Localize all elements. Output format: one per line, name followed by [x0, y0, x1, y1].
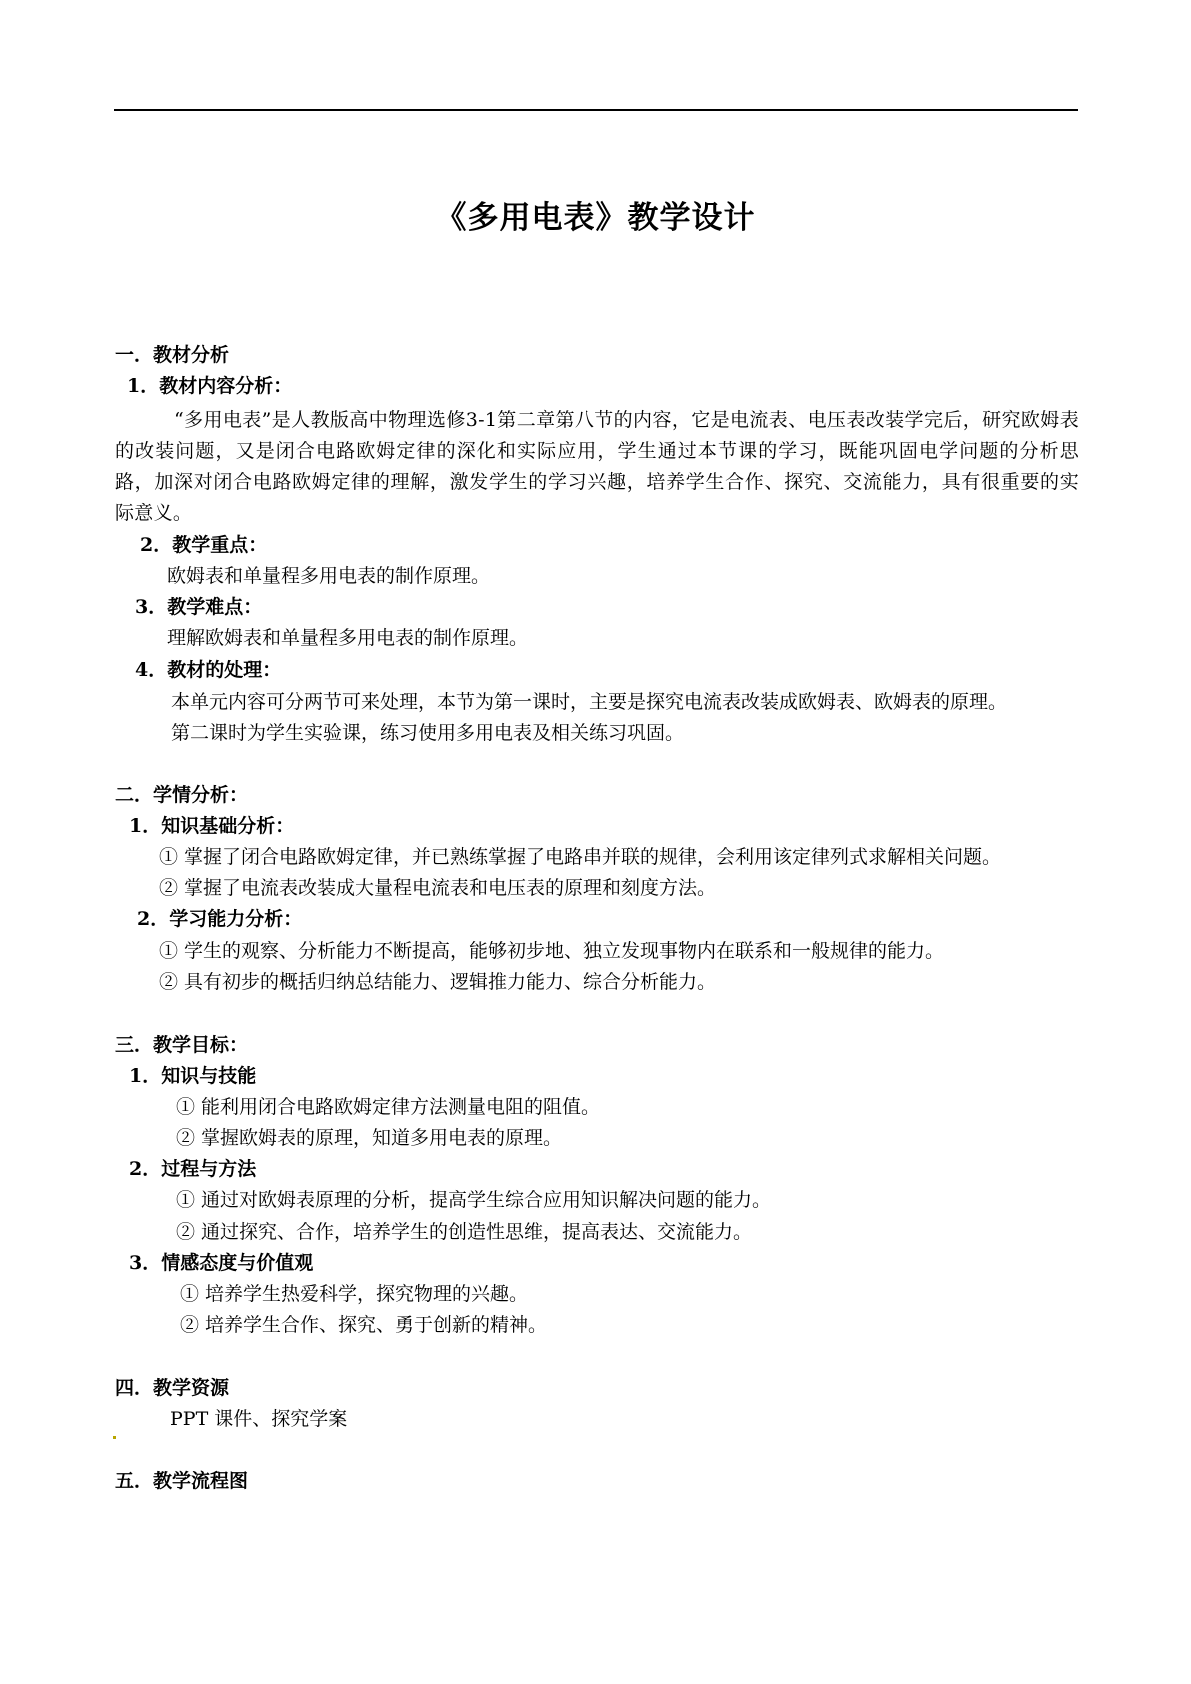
- material-processing-line-2: 第二课时为学生实验课，练习使用多用电表及相关练习巩固。: [171, 722, 685, 744]
- knowledge-base-item-2: ② 掌握了电流表改装成大量程电流表和电压表的原理和刻度方法。: [159, 877, 717, 899]
- section-4-heading: 四．教学资源: [115, 1377, 230, 1399]
- material-processing-heading: 4．教材的处理：: [135, 659, 282, 681]
- knowledge-skills-item-2: ② 掌握欧姆表的原理，知道多用电表的原理。: [176, 1127, 563, 1149]
- difficulties-text: 理解欧姆表和单量程多用电表的制作原理。: [167, 627, 529, 649]
- knowledge-base-heading: 1．知识基础分析：: [129, 815, 295, 837]
- material-processing-line-1: 本单元内容可分两节可来处理，本节为第一课时，主要是探究电流表改装成欧姆表、欧姆表的原理。: [171, 691, 1008, 713]
- stray-mark: [113, 1436, 116, 1439]
- content-analysis-heading: 1．教材内容分析：: [127, 375, 293, 397]
- learning-ability-item-1: ① 学生的观察、分析能力不断提高，能够初步地、独立发现事物内在联系和一般规律的能力。: [159, 940, 945, 962]
- difficulties-heading: 3．教学难点：: [135, 596, 263, 618]
- key-points-text: 欧姆表和单量程多用电表的制作原理。: [167, 565, 491, 587]
- content-analysis-paragraph: “多用电表”是人教版高中物理选修3-1第二章第八节的内容，它是电流表、电压表改装学完后，研究欧姆表的改装问题，又是闭合电路欧姆定律的深化和实际应用，学生通过本节课的学习，既能巩固电学问题的分析思路，加深对闭合电路欧姆定律的理解，激发学生的学习兴趣，培养学生合作、探究、交流能力，具有很重要的实际意义。: [115, 409, 1079, 524]
- knowledge-skills-heading: 1．知识与技能: [129, 1065, 257, 1087]
- process-method-item-2: ② 通过探究、合作，培养学生的创造性思维，提高表达、交流能力。: [176, 1221, 753, 1243]
- knowledge-skills-item-1: ① 能利用闭合电路欧姆定律方法测量电阻的阻值。: [176, 1096, 601, 1118]
- page-title: 《多用电表》教学设计: [435, 200, 756, 236]
- key-points-heading: 2．教学重点：: [140, 534, 268, 556]
- section-3-heading: 三．教学目标：: [115, 1034, 249, 1056]
- section-5-heading: 五．教学流程图: [115, 1470, 249, 1492]
- attitude-values-item-2: ② 培养学生合作、探究、勇于创新的精神。: [180, 1314, 548, 1336]
- header-rule: [114, 109, 1078, 111]
- learning-ability-heading: 2．学习能力分析：: [137, 908, 303, 930]
- process-method-item-1: ① 通过对欧姆表原理的分析，提高学生综合应用知识解决问题的能力。: [176, 1189, 772, 1211]
- section-1-heading: 一．教材分析: [115, 344, 230, 366]
- process-method-heading: 2．过程与方法: [129, 1158, 257, 1180]
- attitude-values-item-1: ① 培养学生热爱科学，探究物理的兴趣。: [180, 1283, 529, 1305]
- learning-ability-item-2: ② 具有初步的概括归纳总结能力、逻辑推力能力、综合分析能力。: [159, 971, 717, 993]
- section-2-heading: 二．学情分析：: [115, 784, 249, 806]
- resources-text: PPT 课件、探究学案: [170, 1408, 348, 1430]
- attitude-values-heading: 3．情感态度与价值观: [129, 1252, 314, 1274]
- knowledge-base-item-1: ① 掌握了闭合电路欧姆定律，并已熟练掌握了电路串并联的规律，会利用该定律列式求解相关问题。: [159, 846, 1002, 868]
